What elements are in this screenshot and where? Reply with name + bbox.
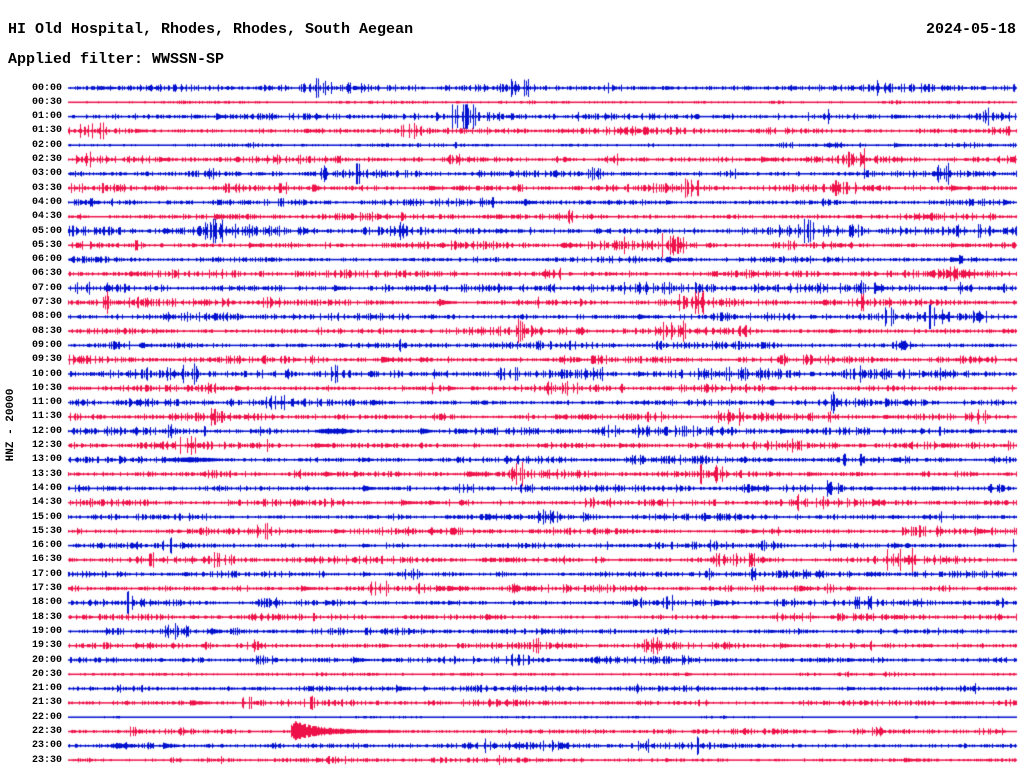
row-time-label: 02:00 [31,139,62,151]
row-time-label: 20:30 [31,668,62,680]
row-time-label: 00:00 [31,82,62,94]
row-time-label: 11:30 [31,411,62,423]
row-time-label: 12:30 [31,440,62,451]
row-time-label: 21:00 [31,683,62,695]
row-time-label: 12:00 [31,425,62,437]
row-time-label: 09:30 [31,354,62,366]
row-time-label: 08:30 [31,325,62,337]
row-time-label: 04:30 [31,211,62,223]
row-time-label: 06:30 [31,268,62,280]
row-time-label: 01:00 [31,111,62,123]
row-time-label: 15:30 [31,525,62,537]
row-time-label: 14:00 [31,482,62,494]
row-time-label: 13:00 [31,454,62,466]
row-time-label: 06:00 [31,254,62,266]
row-time-label: 01:30 [31,125,62,137]
row-time-label: 13:30 [31,468,62,480]
row-time-label: 22:00 [31,711,62,723]
row-time-label: 09:00 [31,339,62,351]
row-time-label: 03:30 [31,182,62,194]
row-time-label: 08:00 [31,311,62,323]
row-time-label: 17:00 [31,568,62,580]
row-time-label: 17:30 [31,583,62,594]
row-time-label: 23:00 [31,740,62,752]
row-time-label: 16:00 [31,540,62,552]
row-time-label: 19:30 [31,640,62,652]
row-time-label: 20:00 [31,654,62,666]
row-time-label: 07:00 [31,282,62,294]
row-time-label: 16:30 [31,554,62,566]
row-time-label: 18:30 [31,611,62,623]
row-time-label: 19:00 [31,625,62,637]
row-time-label: 03:00 [31,168,62,180]
row-time-label: 10:00 [31,368,62,380]
row-time-label: 02:30 [31,154,62,165]
row-time-label: 05:30 [31,239,62,251]
row-time-label: 07:30 [31,297,62,308]
row-time-label: 04:00 [31,196,62,208]
row-time-label: 05:00 [31,225,62,237]
row-time-label: 18:00 [31,597,62,609]
row-time-label: 22:30 [31,726,62,737]
row-time-label: 21:30 [31,697,62,709]
row-time-label: 23:30 [31,754,62,766]
row-time-label: 14:30 [31,497,62,509]
row-time-label: 00:30 [31,96,62,108]
row-time-label: 15:00 [31,511,62,523]
row-time-label: 10:30 [31,382,62,394]
row-time-label: 11:00 [31,397,62,409]
